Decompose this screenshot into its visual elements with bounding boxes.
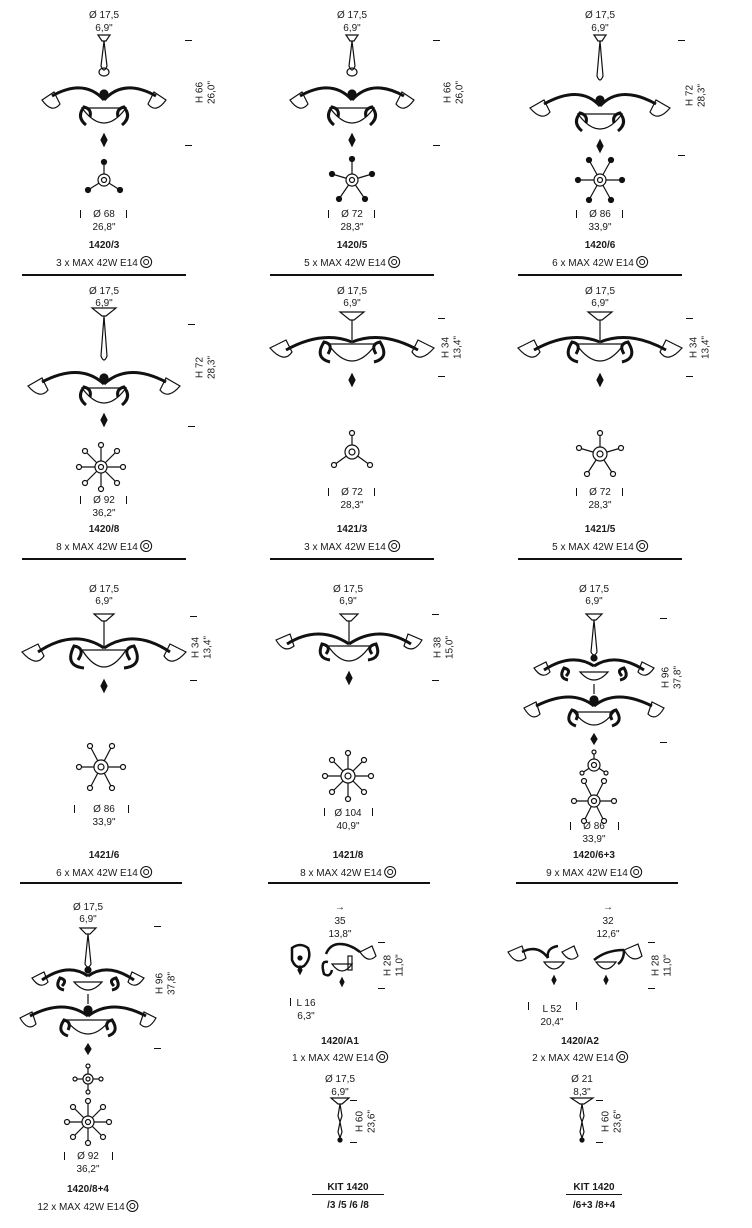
height: H 34 [440,336,452,359]
top-diameter: Ø 17,5 [88,584,120,595]
product-code: 1421/5 [584,524,616,535]
chandelier-drawing [516,310,686,400]
lamp-spec: 6 x MAX 42W E14 [552,256,648,270]
base-diameter: Ø 92 [77,1151,99,1162]
top-diameter-in: 6,9" [591,23,609,34]
top-diameter-in: 6,9" [585,596,603,607]
top-diameter: Ø 17,5 [88,286,120,297]
top-diameter: Ø 17,5 [72,902,104,913]
kit-variants: /3 /5 /6 /8 [327,1200,369,1211]
product-code: 1420/A2 [561,1036,599,1047]
top-view [76,442,126,492]
chandelier-drawing [268,30,438,160]
product-1421-3 [268,284,508,569]
divider [270,558,434,560]
chandelier-drawing [268,610,438,720]
height-in: 13,4" [202,636,214,660]
top-view [322,750,374,802]
chandelier-drawing [20,610,190,720]
length: L 52 [542,1004,562,1015]
depth: 35 [334,916,346,927]
top-diameter-in: 6,9" [343,298,361,309]
depth-in: 13,8" [328,929,352,940]
base-diameter-in: 33,9" [582,834,606,845]
top-view [575,157,625,203]
kit-height: H 60 [354,1110,366,1133]
kit-height: H 60 [600,1110,612,1133]
dimmable-icon [376,1051,388,1063]
lamp-spec: 8 x MAX 42W E14 [56,540,152,554]
kit-code: KIT 1420 [573,1182,615,1193]
base-diameter-in: 28,3" [340,500,364,511]
base-diameter: Ø 86 [93,804,115,815]
divider [518,558,682,560]
top-diameter: Ø 17,5 [584,10,616,21]
divider [516,882,678,884]
lamp-spec: 1 x MAX 42W E14 [292,1051,388,1065]
product-code: 1421/8 [332,850,364,861]
kit-divider [312,1194,384,1195]
top-view [330,430,374,474]
height-in: 26,0" [206,81,218,105]
base-diameter: Ø 72 [589,487,611,498]
divider [20,882,182,884]
dimmable-icon [140,866,152,878]
top-diameter-in: 6,9" [95,596,113,607]
top-diameter-in: 6,9" [95,298,113,309]
top-diameter: Ø 17,5 [578,584,610,595]
product-code: 1420/5 [336,240,368,251]
depth: 32 [602,916,614,927]
dimmable-icon [636,540,648,552]
product-1420-8 [20,284,260,569]
length-in: 20,4" [540,1017,564,1028]
length-in: 6,3" [297,1011,315,1022]
base-diameter: Ø 68 [93,209,115,220]
dimmable-icon [140,256,152,268]
wall-lamp-drawing [288,942,388,1002]
kit-variants: /6+3 /8+4 [572,1200,616,1211]
divider [518,274,682,276]
dimmable-icon [636,256,648,268]
top-diameter-in: 6,9" [339,596,357,607]
height: H 66 [194,81,206,104]
top-view-upper [73,1064,103,1094]
lamp-spec: 8 x MAX 42W E14 [300,866,396,880]
base-diameter: Ø 86 [589,209,611,220]
height-in: 28,3" [696,84,708,108]
height: H 96 [154,972,166,995]
height: H 34 [190,636,202,659]
dimmable-icon [388,540,400,552]
kit-divider [566,1194,622,1195]
height: H 38 [432,636,444,659]
lamp-spec: 12 x MAX 42W E14 [37,1200,138,1214]
top-diameter: Ø 17,5 [336,286,368,297]
dimmable-icon [388,256,400,268]
product-1420-a2 [500,896,740,1228]
lamp-spec: 3 x MAX 42W E14 [304,540,400,554]
height: H 72 [684,84,696,107]
dimmable-icon [630,866,642,878]
product-code: 1420/6+3 [573,850,615,861]
product-1420-6-3 [516,580,752,890]
top-diameter: Ø 17,5 [336,10,368,21]
kit-drawing [325,1096,355,1146]
dimmable-icon [616,1051,628,1063]
product-1420-3 [20,0,260,285]
dimmable-icon [384,866,396,878]
base-diameter: Ø 72 [341,487,363,498]
lamp-spec: 3 x MAX 42W E14 [56,256,152,270]
lamp-spec: 5 x MAX 42W E14 [552,540,648,554]
lamp-spec: 5 x MAX 42W E14 [304,256,400,270]
divider [22,274,186,276]
height-in: 15,0" [444,636,456,660]
top-view [84,160,124,200]
height: H 28 [382,954,394,977]
base-diameter-in: 28,3" [340,222,364,233]
base-diameter: Ø 72 [341,209,363,220]
base-diameter-in: 40,9" [336,821,360,832]
height-in: 11,0" [394,954,406,977]
chandelier-drawing [516,30,686,160]
base-diameter-in: 33,9" [92,817,116,828]
chandelier-drawing [20,924,160,1054]
product-code: 1420/6 [584,240,616,251]
length: L 16 [296,998,316,1009]
height-in: 28,3" [206,356,218,380]
top-view [329,157,375,203]
height: H 66 [442,81,454,104]
height: H 34 [688,336,700,359]
top-view-lower [571,778,617,824]
product-1420-a1 [268,896,508,1228]
wall-lamp-drawing [504,942,654,1002]
divider [22,558,186,560]
kit-code: KIT 1420 [327,1182,369,1193]
lamp-spec: 6 x MAX 42W E14 [56,866,152,880]
base-diameter-in: 28,3" [588,500,612,511]
product-code: 1420/8+4 [67,1184,109,1195]
kit-drawing [567,1096,597,1146]
lamp-spec: 2 x MAX 42W E14 [532,1051,628,1065]
base-diameter: Ø 86 [583,821,605,832]
divider [268,882,430,884]
base-diameter-in: 26,8" [92,222,116,233]
top-diameter-in: 6,9" [79,914,97,925]
base-diameter-in: 33,9" [588,222,612,233]
height-in: 37,8" [166,972,178,996]
product-code: 1420/8 [88,524,120,535]
top-diameter-in: 6,9" [95,23,113,34]
top-view [76,742,126,792]
base-diameter-in: 36,2" [92,508,116,519]
product-code: 1420/A1 [321,1036,359,1047]
kit-top-diameter: Ø 21 [571,1074,593,1085]
product-1420-8-4 [20,896,260,1228]
top-diameter: Ø 17,5 [584,286,616,297]
top-diameter: Ø 17,5 [332,584,364,595]
kit-top-diameter: Ø 17,5 [324,1074,356,1085]
lamp-spec: 9 x MAX 42W E14 [546,866,642,880]
chandelier-drawing [520,610,670,750]
product-code: 1420/3 [88,240,120,251]
top-diameter: Ø 17,5 [88,10,120,21]
product-1420-6 [516,0,752,285]
height-in: 13,4" [700,336,712,360]
product-code: 1421/6 [88,850,120,861]
base-diameter-in: 36,2" [76,1164,100,1175]
base-diameter: Ø 92 [93,495,115,506]
dimmable-icon [140,540,152,552]
top-view-upper [579,750,609,780]
base-diameter: Ø 104 [334,808,362,819]
depth-in: 12,6" [596,929,620,940]
kit-top-diameter-in: 6,9" [331,1087,349,1098]
height-in: 26,0" [454,81,466,105]
product-code: 1421/3 [336,524,368,535]
kit-top-diameter-in: 8,3" [573,1087,591,1098]
height-in: 37,8" [672,666,684,690]
height: H 28 [650,954,662,977]
height: H 72 [194,356,206,379]
depth-arrow-icon: → [335,902,345,913]
chandelier-drawing [268,310,438,400]
divider [270,274,434,276]
dimmable-icon [127,1200,139,1212]
chandelier-drawing [20,306,190,436]
product-1421-8 [268,580,508,879]
product-1420-5 [268,0,508,285]
top-view-lower [64,1098,112,1146]
kit-height-in: 23,6" [366,1110,378,1134]
top-view [576,430,624,478]
height: H 96 [660,666,672,689]
product-1421-5 [516,284,752,569]
depth-arrow-icon: → [603,902,613,913]
top-diameter-in: 6,9" [343,23,361,34]
kit-height-in: 23,6" [612,1110,624,1134]
chandelier-drawing [20,30,190,160]
height-in: 13,4" [452,336,464,360]
top-diameter-in: 6,9" [591,298,609,309]
height-in: 11,0" [662,954,674,977]
product-1421-6 [20,580,260,879]
